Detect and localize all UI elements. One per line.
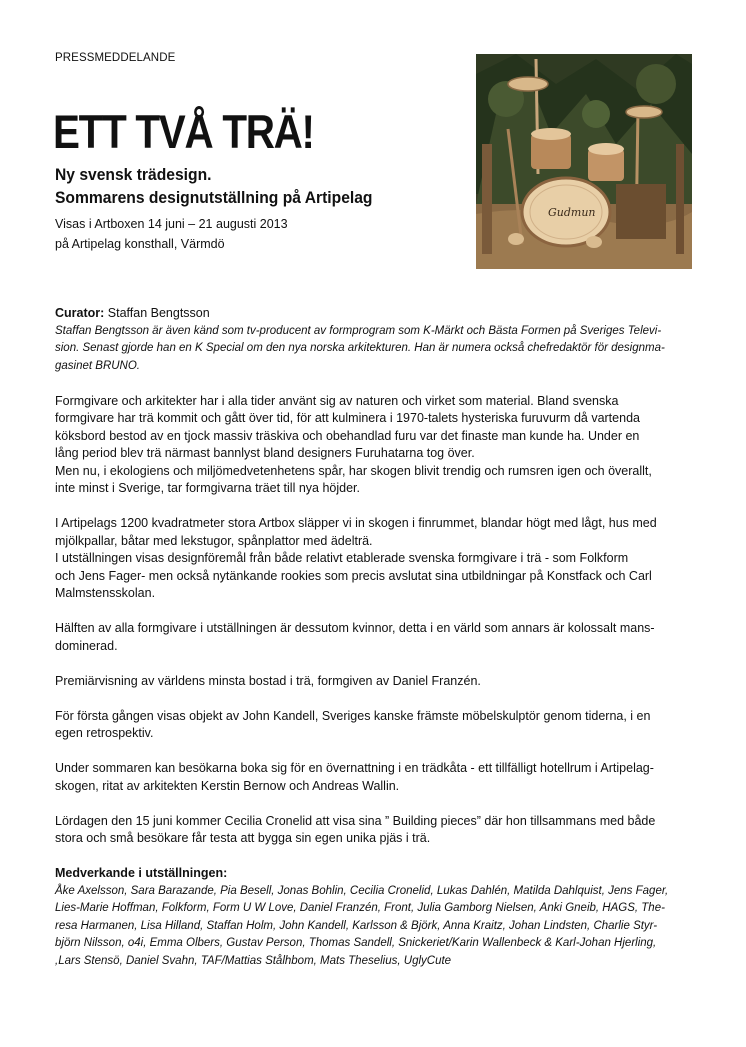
venue-info	[55, 214, 288, 254]
venue-line: på Artipelag konsthall, Värmdö	[55, 237, 225, 251]
participants-section	[55, 865, 695, 970]
paragraph	[55, 393, 695, 498]
curator-name: Staffan Bengtsson	[104, 306, 210, 320]
text-line: lång period blev trä närmast bannlyst bland designers Furuhatarna tog över.	[55, 446, 475, 460]
wooden-drum-kit-photo	[476, 54, 692, 269]
paragraph	[55, 515, 695, 603]
participants-line: Åke Axelsson, Sara Barazande, Pia Besell, Jonas Bohlin, Cecilia Cronelid, Lukas Dahlén, Matilda Dahlquist, Jens Fager,	[55, 884, 669, 897]
paragraph	[55, 760, 695, 795]
subtitle	[55, 163, 373, 209]
text-line: och Jens Fager- men också nytänkande rookies som precis avslutat sina utbildningar på Konstfack och Carl	[55, 568, 652, 583]
curator-section	[55, 305, 695, 375]
bio-line: sion. Senast gjorde han en K Special om den nya norska arkitekturen. Han är numera också chefredaktör för designma-	[55, 342, 665, 354]
press-release-body	[55, 305, 695, 988]
text-line: inte minst i Sverige, tar formgivarna träet till nya höjder.	[55, 481, 360, 495]
paragraph	[55, 620, 695, 655]
paragraph	[55, 673, 695, 691]
text-line: dominerad.	[55, 638, 118, 653]
text-line: mjölkpallar, båtar med lekstugor, spånplattor med ädelträ.	[55, 533, 373, 548]
subtitle-line: Sommarens designutställning på Artipelag	[55, 188, 373, 207]
text-line: Under sommaren kan besökarna boka sig för en övernattning i en trädkåta - ett tillfälligt hotellrum i Artipelag-	[55, 761, 654, 775]
text-line: köksbord bestod av en tjock massiv träskiva och obehandlad furu var det finaste man kunde ha. Under en	[55, 428, 640, 443]
bio-line: Staffan Bengtsson är även känd som tv-producent av formprogram som K-Märkt och Bästa Formen på Sveriges Televi-	[55, 324, 662, 337]
participants-line: Lies-Marie Hoffman, Folkform, Form U W Love, Daniel Franzén, Front, Julia Gamborg Nielsen, Anki Gneib, HAGS, The-	[55, 902, 665, 914]
participants-line: ,Lars Stensö, Daniel Svahn, TAF/Mattias Stålhbom, Mats Theselius, UglyCute	[55, 954, 452, 967]
text-line: I Artipelags 1200 kvadratmeter stora Artbox släpper vi in skogen i finrummet, blandar högt med lågt, hus med	[55, 516, 657, 530]
text-line: Hälften av alla formgivare i utställningen är dessutom kvinnor, detta i en värld som annars är kolossalt mans-	[55, 621, 655, 635]
participants-line: björn Nilsson, o4i, Emma Olbers, Gustav Person, Thomas Sandell, Snickeriet/Karin Wallenbeck & Karl-Johan Hjerling,	[55, 937, 657, 949]
curator-label: Curator:	[55, 306, 105, 320]
participants-heading: Medverkande i utställningen:	[55, 866, 228, 880]
text-line: Malmstensskolan.	[55, 586, 156, 600]
subtitle-line: Ny svensk trädesign.	[55, 165, 212, 184]
participants-line: resa Harmanen, Lisa Hilland, Staffan Holm, John Kandell, Karlsson & Björk, Anna Kraitz, Johan Lindsten, Charlie Styr-	[55, 919, 658, 932]
text-line: Men nu, i ekologiens och miljömedvetenhetens spår, har skogen blivit trendig och rumsren igen och överallt,	[55, 463, 652, 478]
page-title: ETT TVÅ TRÄ!	[53, 105, 314, 158]
text-line: skogen, ritat av arkitekten Kerstin Bernow och Andreas Wallin.	[55, 778, 400, 793]
text-line: egen retrospektiv.	[55, 726, 154, 740]
text-line: Formgivare och arkitekter har i alla tider använt sig av naturen och virket som material. Bland svenska	[55, 393, 619, 408]
text-line: För första gången visas objekt av John Kandell, Sveriges kanske främste möbelskulptör genom tiderna, i en	[55, 708, 651, 723]
text-line: Premiärvisning av världens minsta bostad i trä, formgiven av Daniel Franzén.	[55, 673, 481, 688]
bio-line: gasinet BRUNO.	[55, 359, 141, 372]
venue-line: Visas i Artboxen 14 juni – 21 augusti 2013	[55, 217, 288, 231]
text-line: stora och små besökare får testa att bygga sin egen unika pjäs i trä.	[55, 831, 431, 845]
curator-bio	[55, 323, 695, 376]
text-line: Lördagen den 15 juni kommer Cecilia Cronelid att visa sina ” Building pieces” där hon tillsammans med både	[55, 813, 656, 828]
curator-line	[55, 305, 695, 323]
press-release-label: PRESSMEDDELANDE	[55, 52, 176, 64]
participants-list	[55, 883, 695, 971]
text-line: formgivare har trä kommit och gått över tid, för att kulminera i 1970-talets hysteriska furuvurm då vartenda	[55, 411, 640, 425]
paragraph	[55, 813, 695, 848]
drum-logo-text: Gudmun	[548, 206, 596, 219]
text-line: I utställningen visas designföremål från både relativt etablerade svenska formgivare i trä - som Folkform	[55, 551, 629, 565]
paragraph	[55, 708, 695, 743]
